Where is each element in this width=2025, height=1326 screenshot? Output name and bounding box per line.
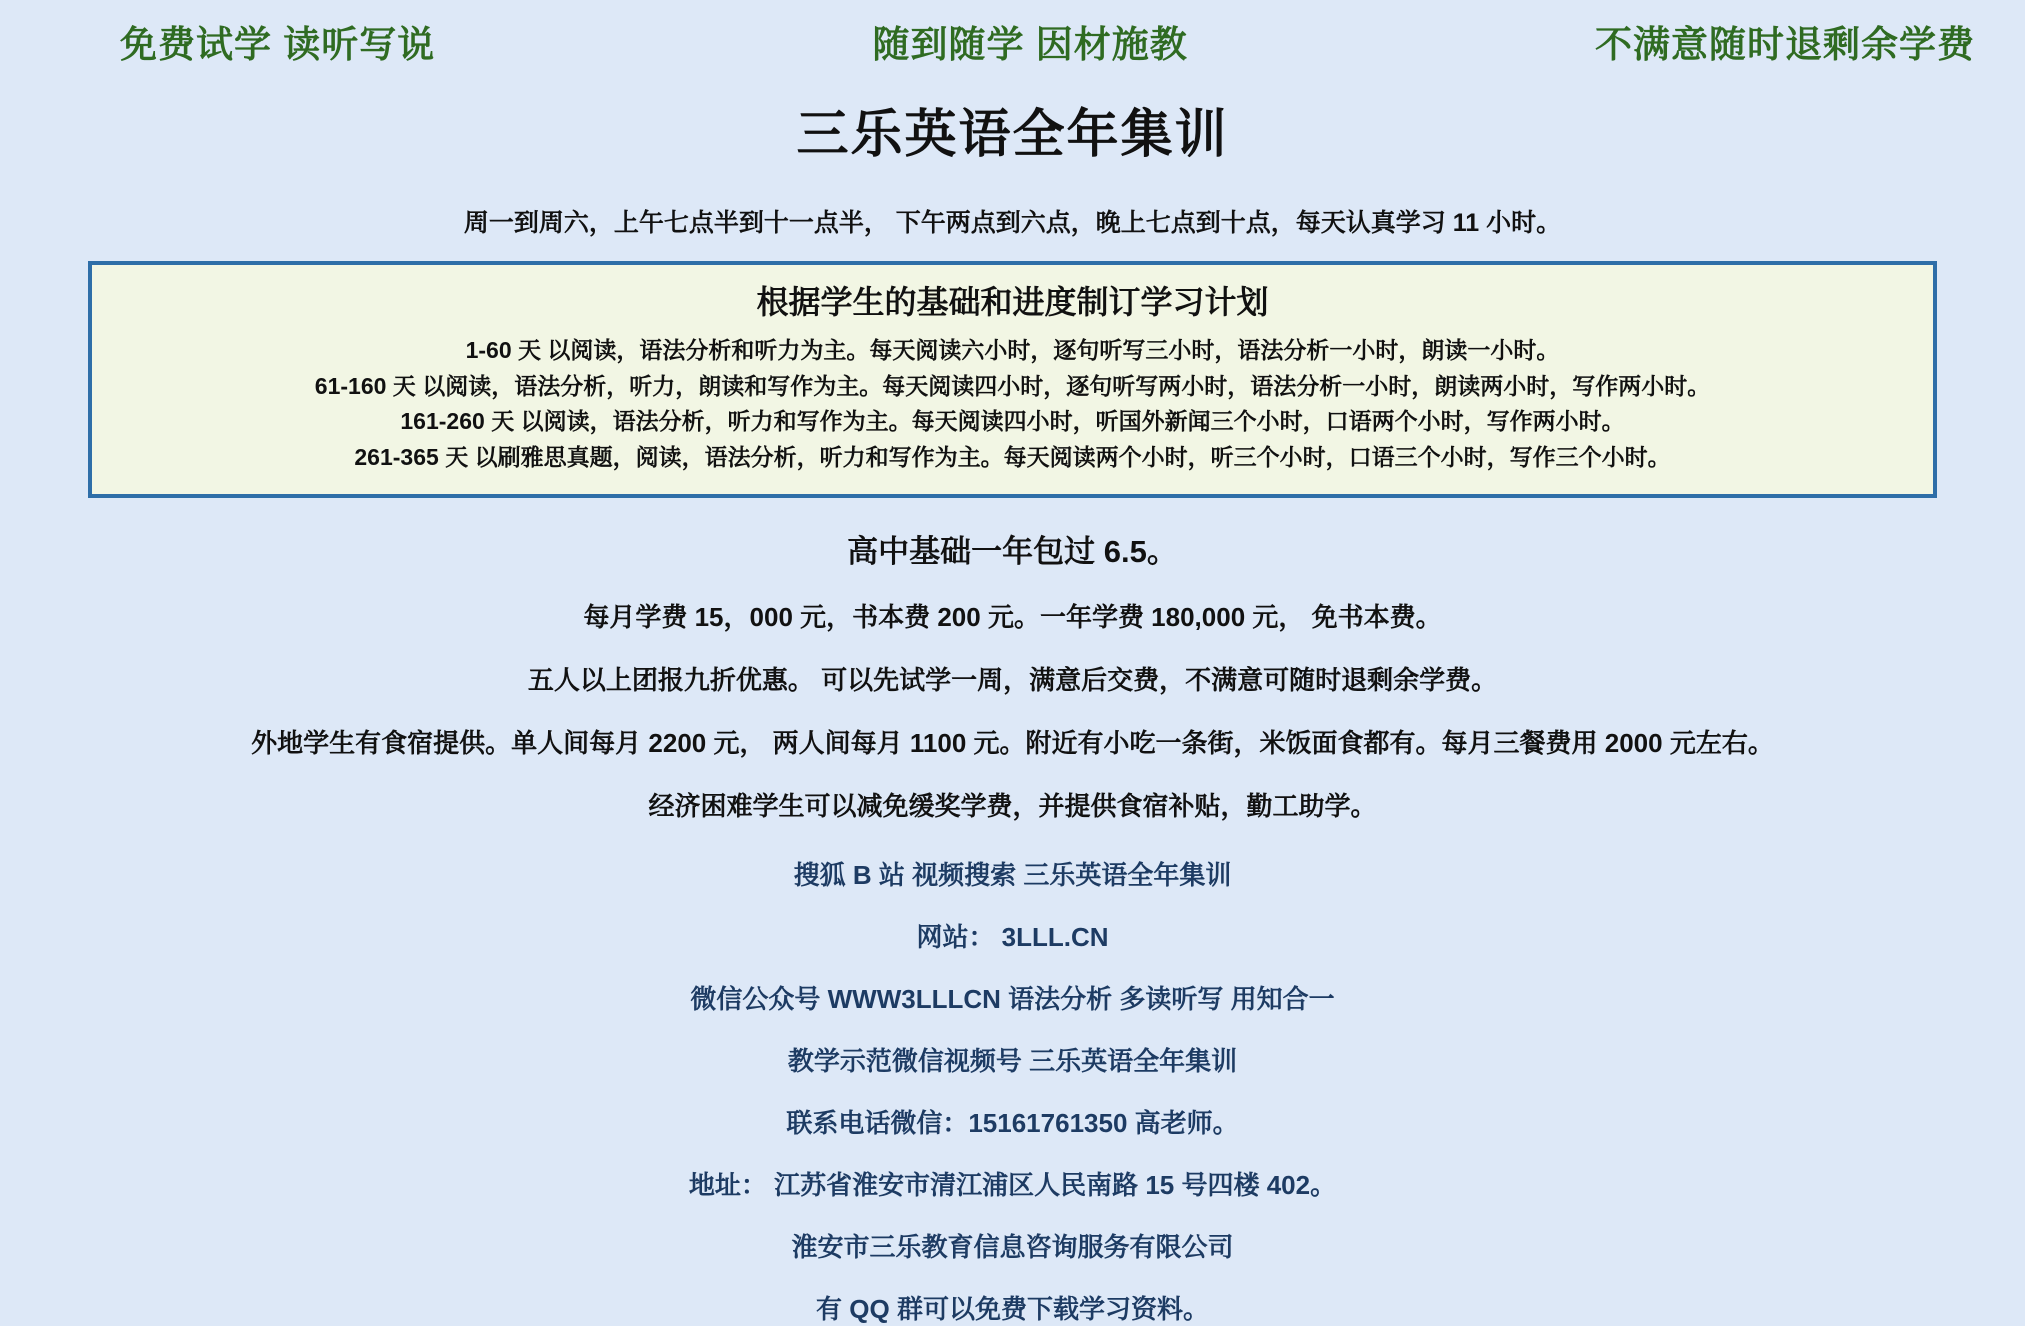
website-line[interactable]: 网站： 3LLL.CN bbox=[916, 921, 1109, 952]
study-plan-item: 161-260 天 以阅读，语法分析，听力和写作为主。每天阅读四小时，听国外新闻三个小时，口语两个小时，写作两小时。 bbox=[400, 408, 1625, 435]
slogan-middle: 随到随学 因材施教 bbox=[872, 24, 1188, 65]
company-line: 淮安市三乐教育信息咨询服务有限公司 bbox=[791, 1231, 1234, 1262]
phone-line: 联系电话微信：15161761350 高老师。 bbox=[786, 1107, 1239, 1138]
study-plan-item: 61-160 天 以阅读，语法分析，听力，朗读和写作为主。每天阅读四小时，逐句听写两小时，语法分析一小时，朗读两小时，写作两小时。 bbox=[314, 372, 1711, 399]
study-plan-item: 261-365 天 以刷雅思真题，阅读，语法分析，听力和写作为主。每天阅读两个小时，听三个小时，口语三个小时，写作三个小时。 bbox=[354, 443, 1671, 470]
address-line: 地址： 江苏省淮安市清江浦区人民南路 15 号四楼 402。 bbox=[688, 1169, 1337, 1200]
study-plan-title: 根据学生的基础和进度制订学习计划 bbox=[756, 284, 1269, 320]
wechat-video-line: 教学示范微信视频号 三乐英语全年集训 bbox=[787, 1045, 1238, 1076]
page-title: 三乐英语全年集训 bbox=[796, 106, 1229, 164]
study-plan-box bbox=[88, 261, 1937, 498]
wechat-official-line: 微信公众号 WWW3LLLCN 语法分析 多读听写 用知合一 bbox=[690, 983, 1335, 1014]
slogan-row bbox=[0, 0, 2025, 68]
lodging-line: 外地学生有食宿提供。单人间每月 2200 元， 两人间每月 1100 元。附近有小吃一条街，米饭面食都有。每月三餐费用 2000 元左右。 bbox=[251, 727, 1774, 758]
tuition-line: 每月学费 15，000 元，书本费 200 元。一年学费 180,000 元， 免书本费。 bbox=[583, 601, 1442, 632]
slogan-right: 不满意随时退剩余学费 bbox=[1595, 24, 1975, 65]
discount-line: 五人以上团报九折优惠。 可以先试学一周，满意后交费，不满意可随时退剩余学费。 bbox=[527, 664, 1498, 695]
slogan-left: 免费试学 读听写说 bbox=[120, 24, 436, 65]
subsidy-line: 经济困难学生可以减免缓奖学费，并提供食宿补贴，勤工助学。 bbox=[648, 790, 1377, 821]
guarantee-text: 高中基础一年包过 6.5。 bbox=[847, 533, 1178, 569]
schedule-text: 周一到周六，上午七点半到十一点半， 下午两点到六点，晚上七点到十点，每天认真学习 11 小时。 bbox=[463, 209, 1562, 237]
study-plan-item: 1-60 天 以阅读，语法分析和听力为主。每天阅读六小时，逐句听写三小时，语法分析一小时，朗读一小时。 bbox=[465, 337, 1560, 363]
qq-group-line: 有 QQ 群可以免费下载学习资料。 bbox=[816, 1293, 1209, 1324]
video-search-line: 搜狐 B 站 视频搜索 三乐英语全年集训 bbox=[793, 859, 1232, 890]
